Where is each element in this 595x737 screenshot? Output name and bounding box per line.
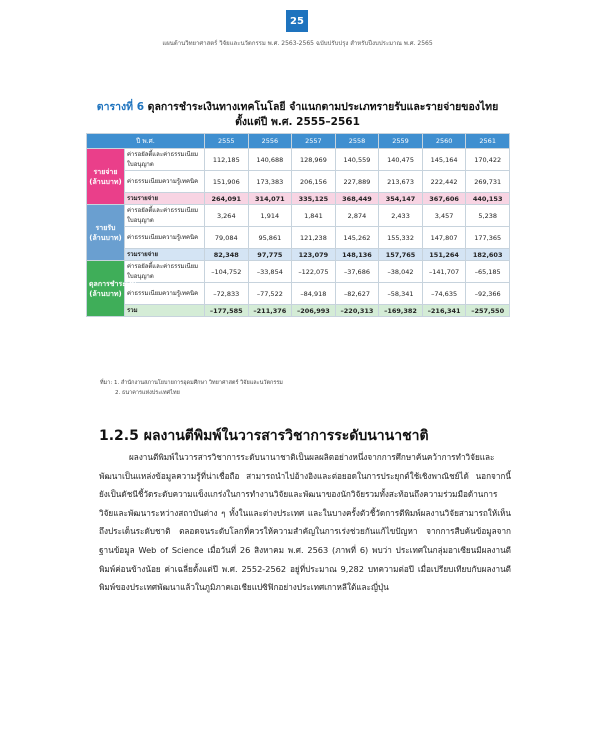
group-label-balance: ดุลการชำระเงิน (ล้านบาท) (87, 261, 125, 317)
cell-value: –37,686 (335, 261, 379, 283)
cell-value: 112,185 (205, 149, 249, 171)
cell-value: 173,383 (248, 171, 292, 193)
cell-value: 222,442 (422, 171, 466, 193)
cell-value: –220,313 (335, 305, 379, 317)
running-head: แผนด้านวิทยาศาสตร์ วิจัยและนวัตกรรม พ.ศ. 2563-2565 ฉบับปรับปรุง สำหรับปีงบประมาณ พ.ศ. 2565 (162, 40, 433, 47)
group-label-income: รายรับ (ล้านบาท) (87, 205, 125, 261)
cell-value: –58,341 (379, 283, 423, 305)
cell-value: 206,156 (292, 171, 336, 193)
table-title-line2: ตั้งแต่ปี พ.ศ. 2555–2561 (235, 116, 360, 128)
cell-value: –84,918 (292, 283, 336, 305)
cell-value: 3,457 (422, 205, 466, 227)
cell-value: 140,475 (379, 149, 423, 171)
cell-value: 440,153 (466, 193, 510, 205)
table-row (87, 227, 510, 249)
row-item: ค่ารอยัลตี้และค่าธรรมเนียมใบอนุญาต (125, 261, 205, 283)
cell-value: 145,164 (422, 149, 466, 171)
group-label-expense: รายจ่าย (ล้านบาท) (87, 149, 125, 205)
cell-value: –211,376 (248, 305, 292, 317)
table-row (87, 261, 510, 283)
cell-value: 157,765 (379, 249, 423, 261)
year-header: 2561 (466, 134, 510, 149)
year-header: 2560 (422, 134, 466, 149)
year-header: 2556 (248, 134, 292, 149)
cell-value: 2,433 (379, 205, 423, 227)
table-source-note (100, 378, 283, 398)
cell-value: 367,606 (422, 193, 466, 205)
cell-value: 151,906 (205, 171, 249, 193)
cell-value: 140,559 (335, 149, 379, 171)
cell-value: –257,550 (466, 305, 510, 317)
cell-value: 264,091 (205, 193, 249, 205)
cell-value: –216,341 (422, 305, 466, 317)
table-title-text: ดุลการชำระเงินทางเทคโนโลยี จำแนกตามประเภทรายรับและรายจ่ายของไทย (147, 101, 499, 113)
table-title-line1 (70, 100, 525, 115)
paragraph-text: ผลงานตีพิมพ์ในวารสารวิชาการระดับนานาชาติเป็นผลผลิตอย่างหนึ่งจากการศึกษาค้นคว้าการทำวิจัยและพัฒนาเป็นแหล่งข้อมูลความรู้ที่น่าเชื่อถือ สามารถนำไปอ้างอิงและต่อยอดในการประยุกต์ใช้เชิงพาณิชย์ได้ นอกจากนี้ ยังเป็นดัชนีชี้วัดระดับความแข็งแกร่งในการทำงานวิจัยและพัฒนาของนักวิจัยรวมทั้งสะท้อนถึงความร่วมมือด้านการวิจัยและพัฒนาระหว่างสถาบันต่าง ๆ ทั้งในและต่างประเทศ และในบางครั้งตัวชี้วัดการตีพิมพ์ผลงานวิจัยสามารถให้เห็นถึงประเด็นระดับชาติ ตลอดจนระดับโลกที่ควรให้ความสำคัญในการเร่งช่วยกันแก้ไขปัญหา จากการสืบค้นข้อมูลจากฐานข้อมูล Web of Science เมื่อวันที่ 26 สิงหาคม พ.ศ. 2563 (ภาพที่ 6) พบว่า ประเทศในกลุ่มอาเซียนมีผลงานตีพิมพ์ค่อนข้างน้อย ค่าเฉลี่ยตั้งแต่ปี พ.ศ. 2552-2562 อยู่ที่ประมาณ 9,282 บทความต่อปี เมื่อเปรียบเทียบกับผลงานตีพิมพ์ของประเทศพัฒนาแล้วในภูมิภาคเอเชียแปซิฟิกอย่างประเทศเกาหลีใต้และญี่ปุ่น (99, 452, 511, 593)
row-item: รวม (125, 305, 205, 317)
cell-value: –38,042 (379, 261, 423, 283)
cell-value: –177,585 (205, 305, 249, 317)
cell-value: –74,635 (422, 283, 466, 305)
page-number: 25 (286, 10, 308, 32)
cell-value: –72,833 (205, 283, 249, 305)
cell-value: 148,136 (335, 249, 379, 261)
cell-value: 97,775 (248, 249, 292, 261)
table-row (87, 149, 510, 171)
cell-value: –82,627 (335, 283, 379, 305)
table-row-total (87, 305, 510, 317)
row-item: ค่าธรรมเนียมความรู้เทคนิค (125, 227, 205, 249)
cell-value: –104,752 (205, 261, 249, 283)
cell-value: 3,264 (205, 205, 249, 227)
cell-value: 128,969 (292, 149, 336, 171)
cell-value: 155,332 (379, 227, 423, 249)
cell-value: 2,874 (335, 205, 379, 227)
section-heading: 1.2.5 ผลงานตีพิมพ์ในวารสารวิชาการระดับนานาชาติ (99, 428, 429, 444)
cell-value: 140,688 (248, 149, 292, 171)
cell-value: 227,889 (335, 171, 379, 193)
year-header: 2555 (205, 134, 249, 149)
source-line: 2. ธนาคารแห่งประเทศไทย (115, 390, 180, 396)
cell-value: –122,075 (292, 261, 336, 283)
cell-value: 5,238 (466, 205, 510, 227)
cell-value: –77,522 (248, 283, 292, 305)
cell-value: 1,914 (248, 205, 292, 227)
table-row (87, 171, 510, 193)
year-header-label: ปี พ.ศ. (87, 134, 205, 149)
row-item: ค่าธรรมเนียมความรู้เทคนิค (125, 171, 205, 193)
cell-value: –169,382 (379, 305, 423, 317)
year-header: 2558 (335, 134, 379, 149)
cell-value: 121,238 (292, 227, 336, 249)
table-header-row (87, 134, 510, 149)
row-item: ค่ารอยัลตี้และค่าธรรมเนียมใบอนุญาต (125, 149, 205, 171)
year-header: 2559 (379, 134, 423, 149)
cell-value: 151,264 (422, 249, 466, 261)
table-title (70, 100, 525, 130)
cell-value: 314,071 (248, 193, 292, 205)
cell-value: 145,262 (335, 227, 379, 249)
cell-value: –92,366 (466, 283, 510, 305)
cell-value: 213,673 (379, 171, 423, 193)
table-row (87, 205, 510, 227)
table-row (87, 283, 510, 305)
body-paragraph (99, 448, 511, 597)
tech-payment-table (86, 133, 510, 317)
cell-value: 95,861 (248, 227, 292, 249)
row-item: รวมรายจ่าย (125, 193, 205, 205)
cell-value: 177,365 (466, 227, 510, 249)
cell-value: 123,079 (292, 249, 336, 261)
table-row-total (87, 249, 510, 261)
cell-value: –141,707 (422, 261, 466, 283)
table-title-prefix: ตารางที่ 6 (96, 101, 145, 113)
year-header: 2557 (292, 134, 336, 149)
cell-value: 82,348 (205, 249, 249, 261)
cell-value: 147,807 (422, 227, 466, 249)
cell-value: –33,854 (248, 261, 292, 283)
cell-value: 354,147 (379, 193, 423, 205)
cell-value: 1,841 (292, 205, 336, 227)
cell-value: 335,125 (292, 193, 336, 205)
row-item: ค่าธรรมเนียมความรู้เทคนิค (125, 283, 205, 305)
cell-value: 170,422 (466, 149, 510, 171)
cell-value: 182,603 (466, 249, 510, 261)
cell-value: –206,993 (292, 305, 336, 317)
cell-value: –65,185 (466, 261, 510, 283)
source-line: ที่มา: 1. สำนักงานสภานโยบายการอุดมศึกษา วิทยาศาสตร์ วิจัยและนวัตกรรม (100, 380, 283, 386)
cell-value: 368,449 (335, 193, 379, 205)
cell-value: 79,084 (205, 227, 249, 249)
row-item: ค่ารอยัลตี้และค่าธรรมเนียมใบอนุญาต (125, 205, 205, 227)
row-item: รวมรายจ่าย (125, 249, 205, 261)
cell-value: 269,731 (466, 171, 510, 193)
table-row-total (87, 193, 510, 205)
